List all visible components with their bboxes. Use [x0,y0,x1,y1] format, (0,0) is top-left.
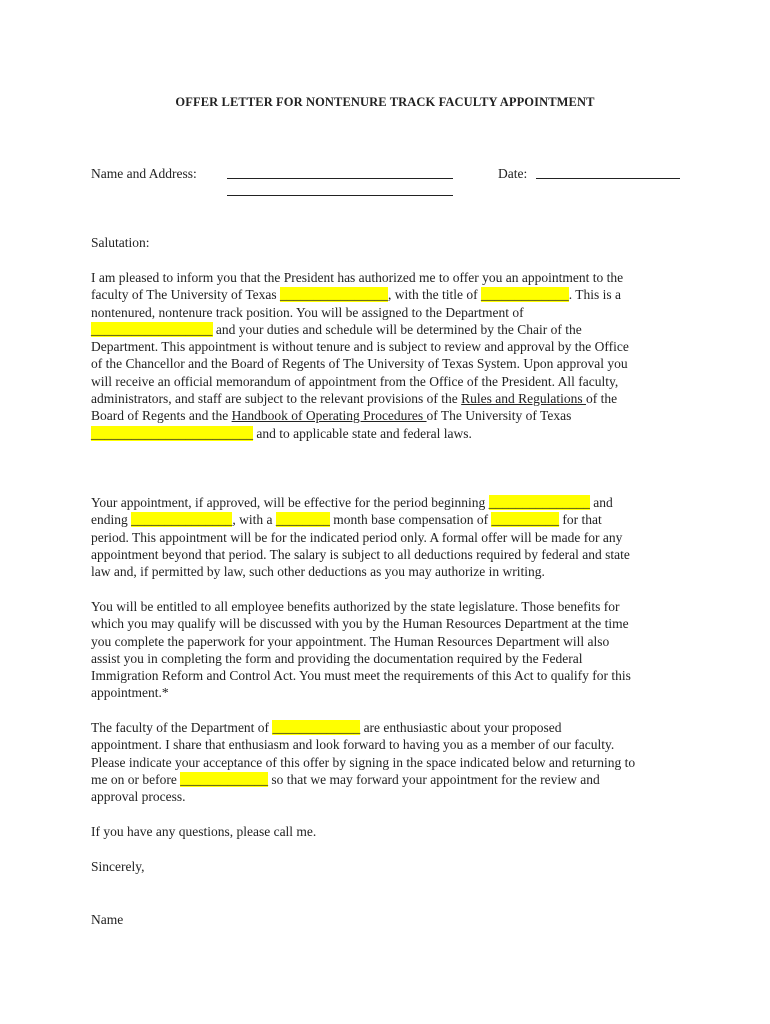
text-line [91,529,691,546]
text-line [91,321,691,338]
handbook-link[interactable]: Handbook of Operating Procedures [231,408,427,424]
closing: Sincerely, [91,859,145,874]
text-segment: for that [558,512,602,528]
text-segment: . This is a [568,287,622,303]
text-segment: you complete the paperwork for your appointment. The Human Resources Department will also [91,633,610,649]
name-address-line-2[interactable] [227,195,453,196]
paragraph-acceptance [91,719,691,805]
text-segment: approval process. [91,789,186,805]
text-line [91,667,691,684]
text-segment: assist you in completing the form and providing the documentation required by the Federal [91,650,583,666]
text-line [91,563,691,580]
date-label: Date: [498,166,528,181]
text-segment: The faculty of the Department of [91,720,273,735]
text-segment: Your appointment, if approved, will be effective for the period beginning [91,495,489,510]
faculty-department-field[interactable]: _____________ [272,720,361,735]
text-segment: period. This appointment will be for the indicated period only. A formal offer will be made for any [91,529,623,545]
text-line [91,425,691,442]
text-segment: of the [586,391,618,407]
text-line [91,286,691,303]
text-line [91,754,691,771]
text-segment: law and, if permitted by law, such other deductions as you may authorize in writing. [91,564,545,580]
date-line[interactable] [536,178,680,179]
text-segment: , with a [232,512,276,528]
start-date-field[interactable]: _______________ [488,495,590,510]
text-line [91,355,691,372]
salutation: Salutation: [91,235,150,250]
text-segment: If you have any questions, please call me. [91,824,317,839]
text-segment: of the Chancellor and the Board of Regents of The University of Texas System. Upon approval you [91,356,628,372]
text-segment: Board of Regents and the [91,408,232,424]
text-line [91,650,691,667]
text-segment: I am pleased to inform you that the President has authorized me to offer you an appointment to the [91,270,624,285]
return-by-date-field[interactable]: _____________ [180,771,268,787]
text-line [91,494,691,511]
text-segment: , with the title of [388,287,481,303]
text-line [91,823,691,840]
text-line [91,719,691,736]
institution-field[interactable]: ________________________ [91,425,253,441]
name-address-label: Name and Address: [91,166,197,181]
text-line [91,407,691,424]
text-line [91,511,691,528]
text-line [91,771,691,788]
signature-name: Name [91,912,124,927]
text-segment: will receive an official memorandum of appointment from the Office of the President. All faculty, [91,373,619,389]
text-segment: month base compensation of [329,512,492,528]
paragraph-benefits [91,598,691,702]
text-line [91,269,691,286]
text-segment: Immigration Reform and Control Act. You must meet the requirements of this Act to qualify for this [91,668,631,684]
text-segment: Please indicate your acceptance of this offer by signing in the space indicated below and returning to [91,754,636,770]
name-address-line-1[interactable] [227,178,453,179]
rules-and-regulations-link[interactable]: Rules and Regulations [461,391,587,407]
text-segment: ending [91,512,132,528]
text-line [91,304,691,321]
text-line [91,684,691,701]
text-segment: so that we may forward your appointment for the review and [267,771,600,787]
paragraph-appointment [91,269,691,442]
text-line [91,373,691,390]
text-segment: appointment. I share that enthusiasm and look forward to having you as a member of our faculty. [91,737,615,753]
text-line [91,736,691,753]
text-line [91,788,691,805]
text-segment: which you may qualify will be discussed with you by the Human Resources Department at the time [91,616,629,632]
months-field[interactable]: ________ [275,512,330,528]
text-segment: and [589,495,613,510]
text-line [91,633,691,650]
university-campus-field[interactable]: ________________ [280,287,389,303]
text-line [91,338,691,355]
text-segment: appointment.* [91,685,169,701]
text-line [91,390,691,407]
page-title: OFFER LETTER FOR NONTENURE TRACK FACULTY APPOINTMENT [175,95,595,109]
text-segment: and your duties and schedule will be determined by the Chair of the [212,321,582,337]
text-segment: administrators, and staff are subject to the relevant provisions of the [91,391,462,407]
paragraph-questions [91,823,691,840]
paragraph-period [91,494,691,580]
department-field[interactable]: __________________ [91,321,213,337]
text-segment: appointment beyond that period. The salary is subject to all deductions required by federal and state [91,546,630,562]
text-segment: and to applicable state and federal laws. [253,425,472,441]
text-segment: Department. This appointment is without tenure and is subject to review and approval by the Office [91,339,629,355]
text-line [91,598,691,615]
compensation-field[interactable]: __________ [491,512,559,528]
end-date-field[interactable]: _______________ [131,512,233,528]
text-line [91,615,691,632]
text-segment: of The University of Texas [426,408,572,424]
title-field[interactable]: _____________ [481,287,569,303]
text-line [91,546,691,563]
text-segment: are enthusiastic about your proposed [360,720,562,735]
text-segment: nontenured, nontenure track position. You will be assigned to the Department of [91,304,524,320]
text-segment: me on or before [91,771,181,787]
text-segment: faculty of The University of Texas [91,287,281,303]
text-segment: You will be entitled to all employee benefits authorized by the state legislature. Those benefits for [91,599,620,614]
